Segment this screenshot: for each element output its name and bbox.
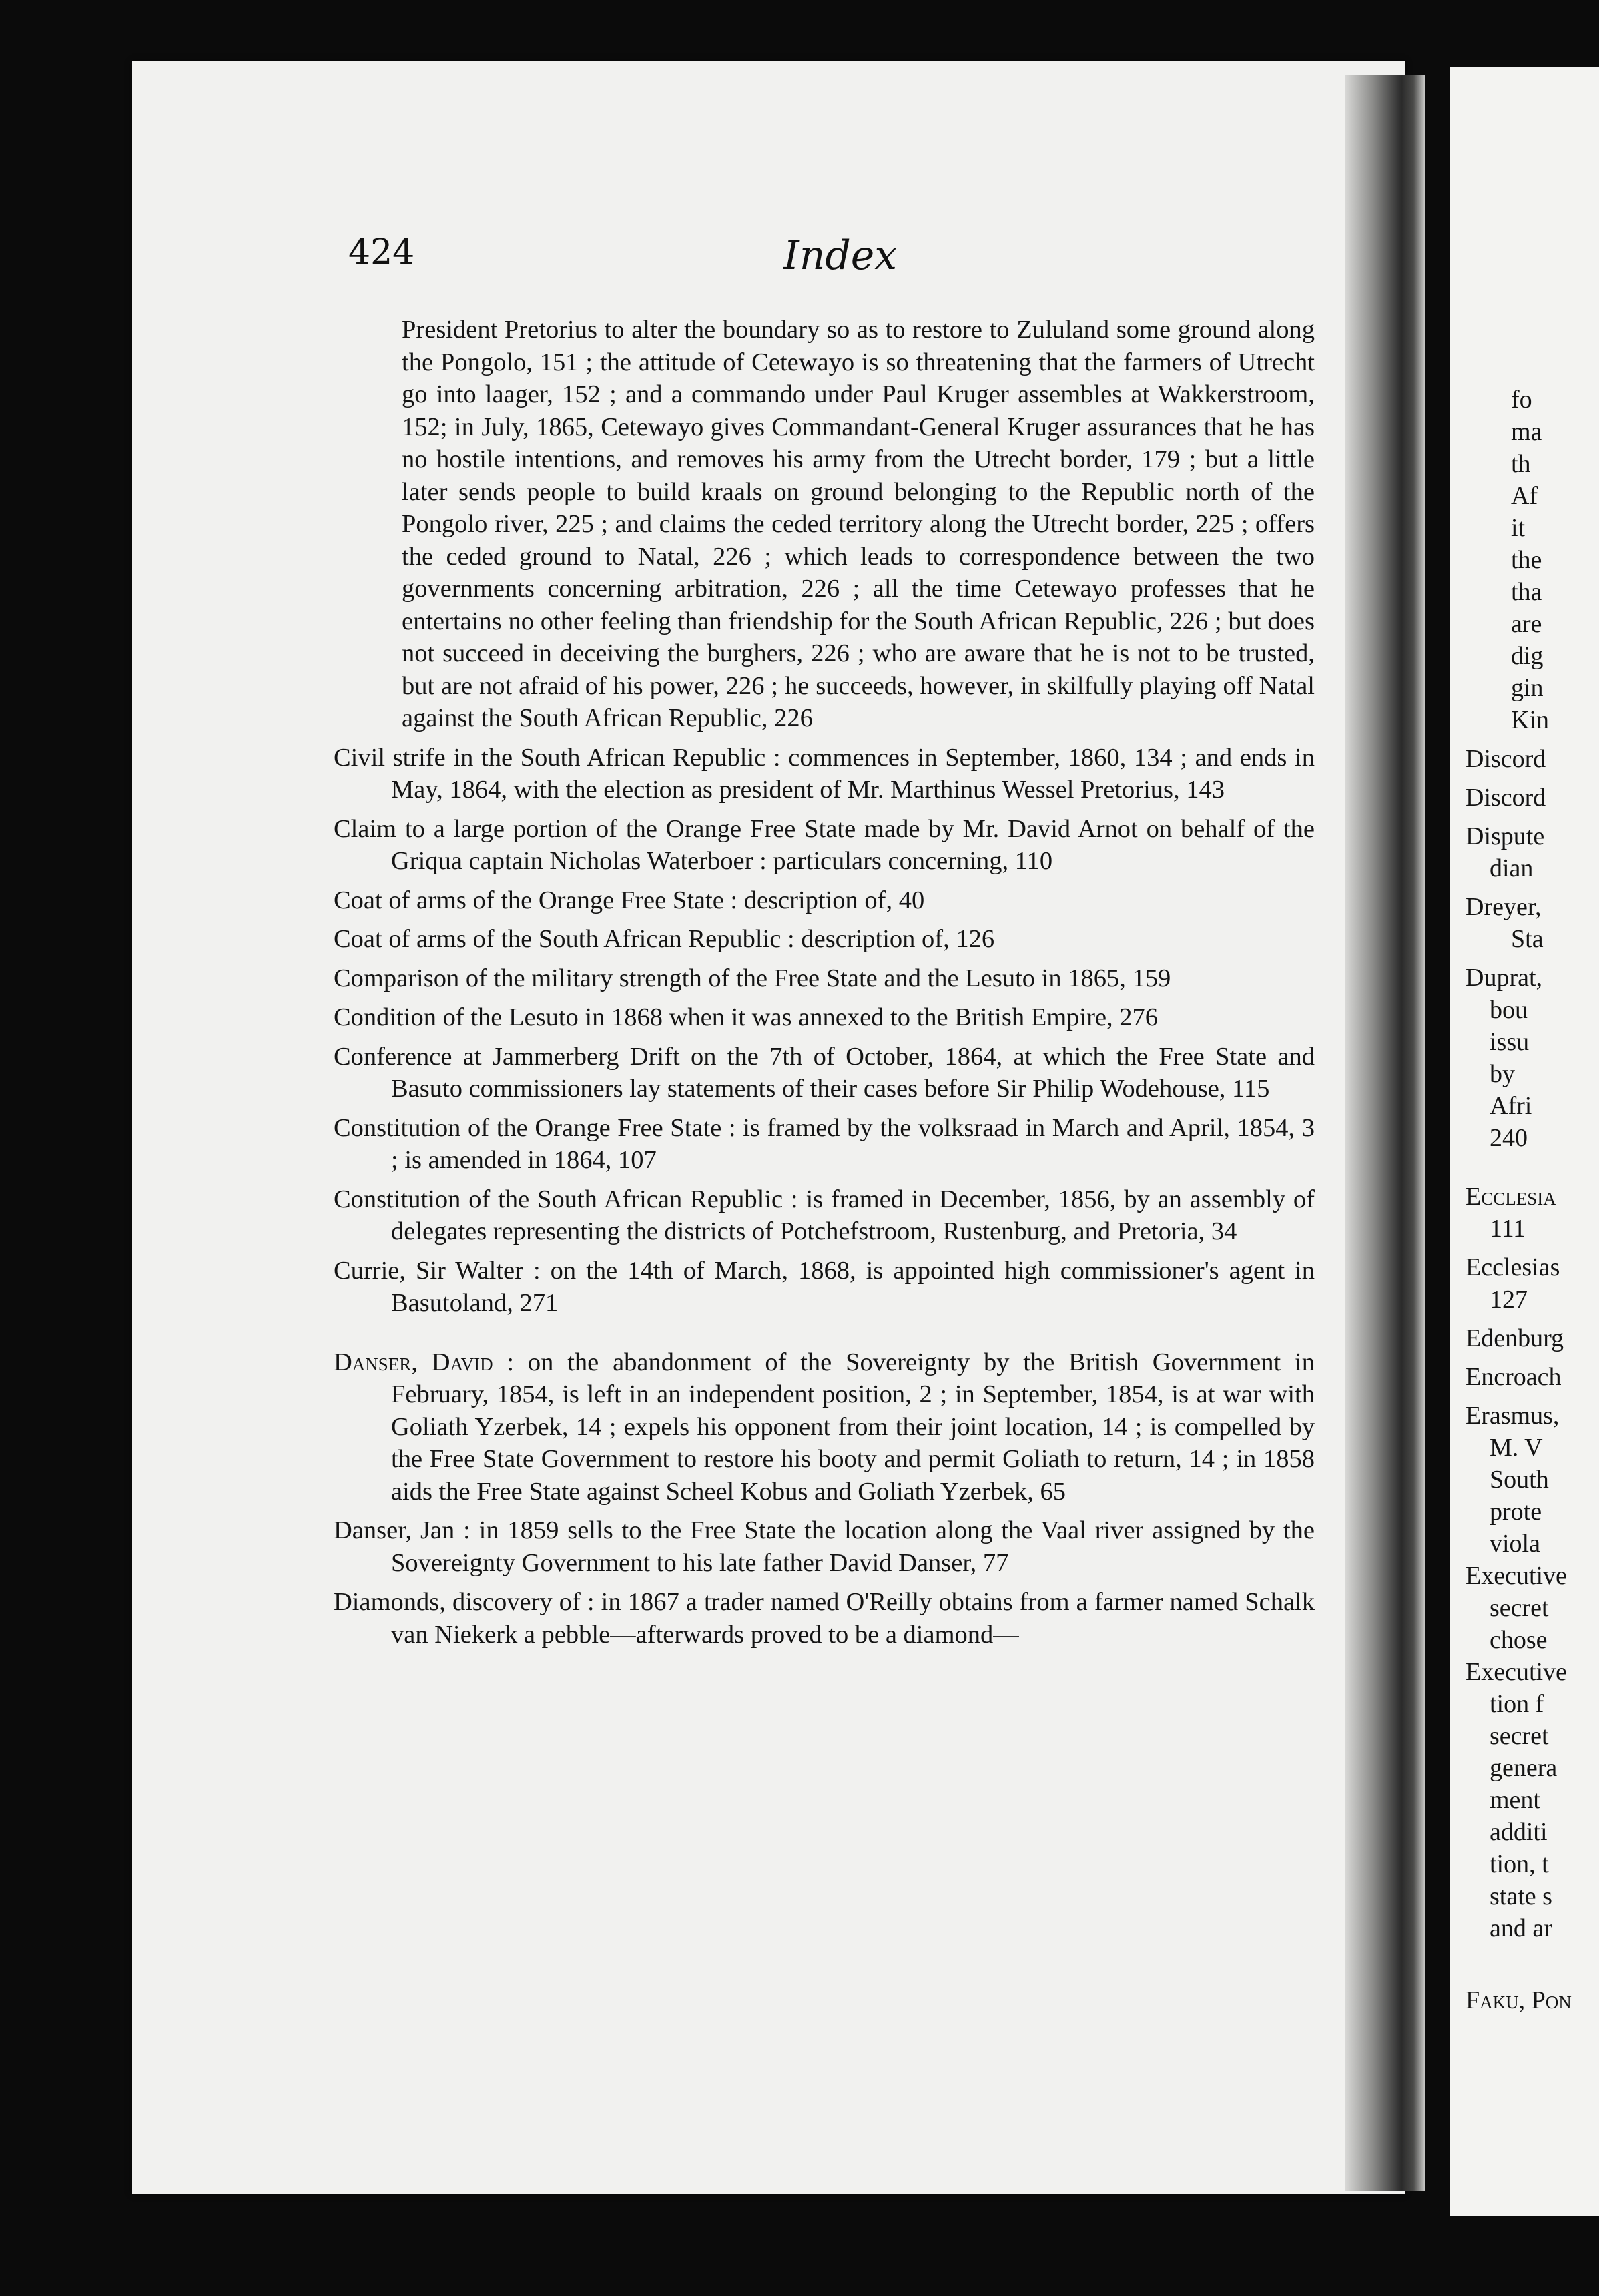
facing-line: Af [1511, 482, 1538, 510]
facing-line: fo [1511, 386, 1532, 414]
facing-line: Afri [1490, 1092, 1532, 1120]
facing-line: and ar [1490, 1914, 1552, 1942]
facing-line: Duprat, [1466, 964, 1543, 992]
facing-line: Edenburg [1466, 1324, 1564, 1352]
facing-line: Discord [1466, 745, 1546, 773]
facing-line: are [1511, 610, 1542, 638]
index-entry: Coat of arms of the Orange Free State : description of, 40 [334, 886, 925, 914]
facing-line: the [1511, 546, 1542, 574]
facing-line: tion f [1490, 1690, 1544, 1718]
facing-line: prote [1490, 1498, 1542, 1526]
page-number: 424 [348, 232, 415, 272]
index-entry: Constitution of the South African Republic : is framed in December, 1856, by an assembly of delegates representing the districts of Potchefstroom, Rustenburg, and Pretoria, 34 [334, 1185, 1315, 1245]
index-entry: Danser, Jan : in 1859 sells to the Free State the location along the Vaal river assigned by the Sovereignty Government to his late father David Danser, 77 [334, 1516, 1315, 1577]
facing-line: Executive [1466, 1562, 1567, 1590]
facing-line: state s [1490, 1882, 1552, 1910]
index-entry-heading: Danser, David : [334, 1348, 515, 1376]
facing-line: dig [1511, 642, 1544, 670]
index-entry: Claim to a large portion of the Orange Free State made by Mr. David Arnot on behalf of the Griqua captain Nicholas Waterboer : particulars concerning, 110 [334, 814, 1315, 875]
facing-line: Kin [1511, 706, 1549, 734]
facing-line: Dispute [1466, 822, 1545, 850]
facing-line: Ecclesia [1466, 1183, 1556, 1211]
facing-line: issu [1490, 1028, 1530, 1056]
facing-line: bou [1490, 996, 1528, 1024]
index-entry: Comparison of the military strength of the Free State and the Lesuto in 1865, 159 [334, 964, 1171, 992]
facing-line: Encroach [1466, 1363, 1562, 1391]
facing-line: Erasmus, [1466, 1402, 1560, 1430]
index-entry-body: on the abandonment of the Sovereignty by the British Government in February, 1854, is left in an independent position, 2 ; in September, 1854, is at war with Goliath Yzerbek, 14 ; expels his opponent from their joint location, 14 ; is compelled by the Free State Government to restore his booty and permit Goliath to return, 14 ; in 1858 aids the Free State against Scheel Kobus and Goliath Yzerbek, 65 [391, 1348, 1315, 1506]
index-entry: Constitution of the Orange Free State : is framed by the volksraad in March and April, 1854, 3 ; is amended in 1864, 107 [334, 1113, 1315, 1174]
index-entry: Diamonds, discovery of : in 1867 a trader named O'Reilly obtains from a farmer named Schalk van Niekerk a pebble—afterwards proved to be a diamond— [334, 1588, 1315, 1649]
facing-line: Sta [1511, 925, 1544, 953]
facing-line: ment [1490, 1786, 1540, 1814]
facing-line: 240 [1490, 1124, 1528, 1152]
facing-line: viola [1490, 1530, 1540, 1558]
facing-line: 111 [1490, 1215, 1526, 1243]
index-entry: Currie, Sir Walter : on the 14th of March, 1868, is appointed high commissioner's agent in Basutoland, 271 [334, 1256, 1315, 1317]
index-entry: Condition of the Lesuto in 1868 when it was annexed to the British Empire, 276 [334, 1003, 1159, 1031]
facing-line: gin [1511, 674, 1544, 702]
facing-line: additi [1490, 1818, 1548, 1846]
facing-line: genera [1490, 1754, 1558, 1782]
facing-line: Executive [1466, 1658, 1567, 1686]
facing-line: by [1490, 1060, 1515, 1088]
index-entry: Coat of arms of the South African Republic : description of, 126 [334, 925, 995, 953]
facing-line: chose [1490, 1626, 1548, 1654]
facing-line: 127 [1490, 1285, 1528, 1314]
facing-line: secret [1490, 1594, 1549, 1622]
facing-line: Dreyer, [1466, 893, 1542, 921]
facing-line: Discord [1466, 784, 1546, 812]
facing-page [1450, 67, 1599, 2216]
facing-line: secret [1490, 1722, 1549, 1750]
book-gutter [1345, 75, 1425, 2191]
index-entry: President Pretorius to alter the boundary so as to restore to Zululand some ground along the Pongolo, 151 ; the attitude of Cetewayo is so threatening that the farmers of Utrecht go into laager, 152 ; and a commando under Paul Kruger assembles at Wakkerstroom, 152; in July, 1865, Cetewayo gives Commandant-General Kruger assurances that he has no hostile intentions, and removes his army from the Utrecht border, 179 ; but a little later sends people to build kraals on ground belonging to the Republic north of the Pongolo river, 225 ; and claims the ceded territory along the Utrecht border, 225 ; offers the ceded ground to Natal, 226 ; which leads to correspondence between the two governments concerning arbitration, 226 ; all the time Cetewayo professes that he entertains no other feeling than friendship for the South African Republic, 226 ; but does not succeed in deceiving the burghers, 226 ; who are aware that he is not to be trusted, but are not afraid of his power, 226 ; he succeeds, however, in skilfully playing off Natal against the South African Republic, 226 [402, 316, 1315, 732]
facing-line: tion, t [1490, 1850, 1549, 1878]
facing-page-column [1466, 384, 1599, 2016]
facing-line: ma [1511, 418, 1542, 446]
facing-line: it [1511, 514, 1526, 542]
facing-line: South [1490, 1466, 1549, 1494]
facing-line: Faku, Pon [1466, 1986, 1572, 2014]
index-entry [334, 1346, 1315, 1508]
facing-line: M. V [1490, 1434, 1543, 1462]
facing-line: th [1511, 450, 1531, 478]
facing-line: tha [1511, 578, 1542, 606]
index-entry: Conference at Jammerberg Drift on the 7th of October, 1864, at which the Free State and Basuto commissioners lay statements of their cases before Sir Philip Wodehouse, 115 [334, 1042, 1315, 1103]
index-entry: Civil strife in the South African Republic : commences in September, 1860, 134 ; and ends in May, 1864, with the election as president of Mr. Marthinus Wessel Pretorius, 143 [334, 743, 1315, 804]
running-head: Index [783, 232, 898, 279]
index-entries [334, 314, 1315, 1657]
facing-line: dian [1490, 854, 1534, 882]
facing-line: Ecclesias [1466, 1253, 1560, 1281]
